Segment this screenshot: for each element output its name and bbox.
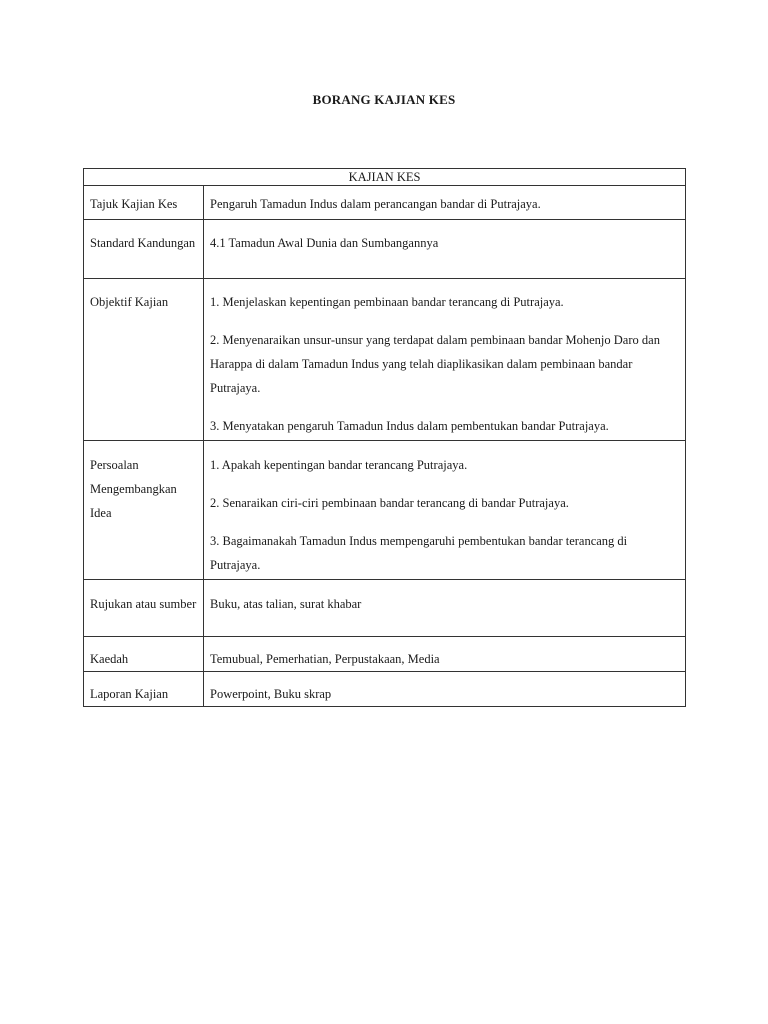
- row-value-rujukan: Buku, atas talian, surat khabar: [204, 580, 686, 637]
- row-label-laporan: Laporan Kajian: [84, 672, 204, 707]
- row-value-objektif: [204, 279, 686, 441]
- row-value-laporan: Powerpoint, Buku skrap: [204, 672, 686, 707]
- table-header: KAJIAN KES: [84, 169, 686, 186]
- row-value-kaedah: Temubual, Pemerhatian, Perpustakaan, Media: [204, 637, 686, 672]
- table-row-laporan: [84, 672, 686, 707]
- objektif-item-1: 1. Menjelaskan kepentingan pembinaan bandar terancang di Putrajaya.: [210, 295, 564, 309]
- row-value-persoalan: [204, 441, 686, 580]
- document-title: BORANG KAJIAN KES: [312, 92, 456, 107]
- row-label-objektif: Objektif Kajian: [84, 279, 204, 441]
- row-value-standard: 4.1 Tamadun Awal Dunia dan Sumbangannya: [204, 220, 686, 279]
- row-label-rujukan: Rujukan atau sumber: [84, 580, 204, 637]
- table-header-row: [84, 169, 686, 186]
- row-value-tajuk: Pengaruh Tamadun Indus dalam perancangan bandar di Putrajaya.: [204, 186, 686, 220]
- persoalan-item-2: 2. Senaraikan ciri-ciri pembinaan bandar terancang di bandar Putrajaya.: [210, 496, 569, 510]
- row-label-persoalan: Persoalan Mengembangkan Idea: [84, 441, 204, 580]
- case-study-table: [83, 168, 686, 707]
- table-row-tajuk: [84, 186, 686, 220]
- table-row-standard: [84, 220, 686, 279]
- table-row-objektif: [84, 279, 686, 441]
- persoalan-item-1: 1. Apakah kepentingan bandar terancang Putrajaya.: [210, 458, 468, 472]
- objektif-item-3: 3. Menyatakan pengaruh Tamadun Indus dalam pembentukan bandar Putrajaya.: [210, 419, 609, 433]
- row-label-kaedah: Kaedah: [84, 637, 204, 672]
- table-row-rujukan: [84, 580, 686, 637]
- objektif-item-2: 2. Menyenaraikan unsur-unsur yang terdapat dalam pembinaan bandar Mohenjo Daro dan Harappa di dalam Tamadun Indus yang telah diaplikasikan dalam pembinaan bandar Putrajaya.: [210, 333, 660, 395]
- table-row-persoalan: [84, 441, 686, 580]
- persoalan-item-3: 3. Bagaimanakah Tamadun Indus mempengaruhi pembentukan bandar terancang di Putrajaya.: [210, 534, 628, 572]
- table-row-kaedah: [84, 637, 686, 672]
- row-label-tajuk: Tajuk Kajian Kes: [84, 186, 204, 220]
- row-label-standard: Standard Kandungan: [84, 220, 204, 279]
